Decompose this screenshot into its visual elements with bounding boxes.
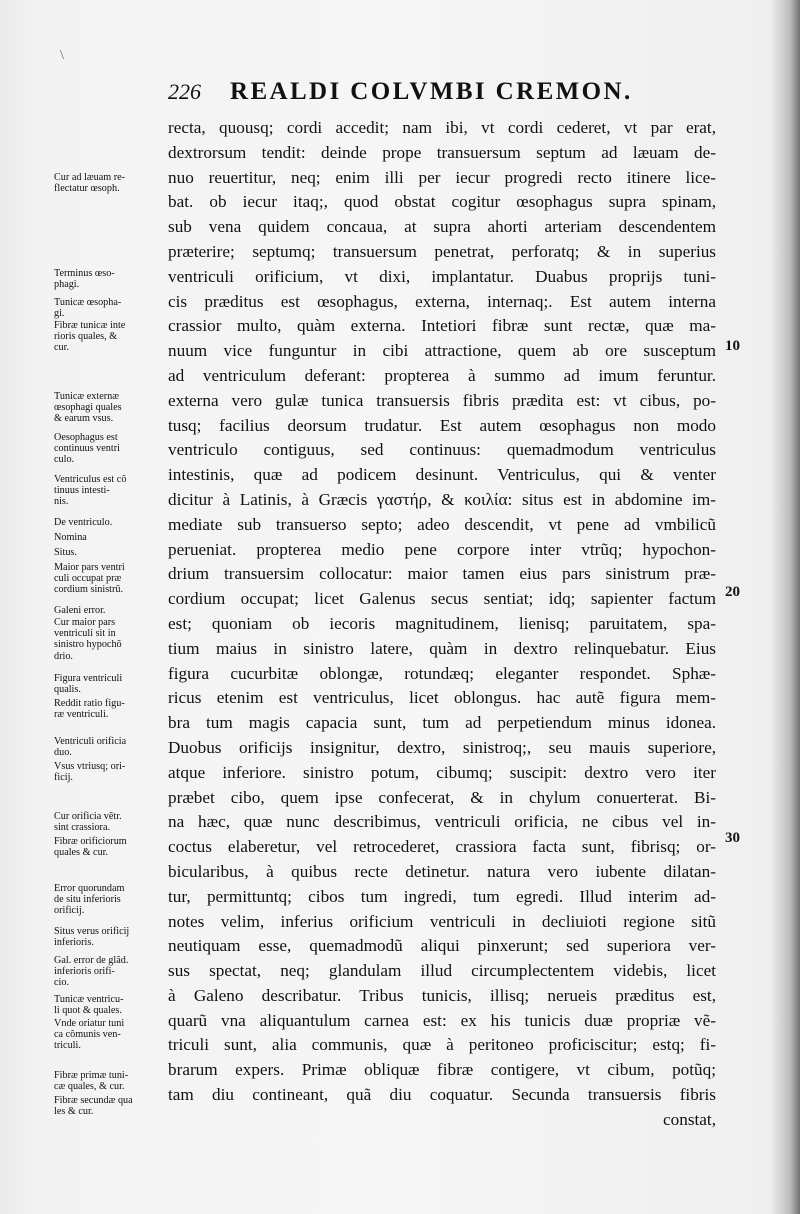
- margin-note-line: inferioris.: [54, 937, 94, 949]
- margin-note: [54, 562, 166, 596]
- margin-note-line: continuus ventri: [54, 443, 120, 455]
- margin-note-line: ræ ventriculi.: [54, 709, 109, 721]
- text-line: cis præditus est œsophagus, externa, internaq;. Est autem interna: [168, 291, 716, 311]
- text-line: perueniat. propterea medio pene corpore inter vtrũq; hypochon-: [168, 539, 716, 559]
- margin-note-line: flectatur œsoph.: [54, 183, 120, 195]
- text-line: coctus elaberetur, vel retrocederet, crassiora facta sunt, fibrisq; or-: [168, 837, 716, 857]
- margin-note: [54, 517, 166, 528]
- margin-note-line: rioris quales, &: [54, 331, 118, 343]
- margin-note-line: les & cur.: [54, 1106, 94, 1118]
- text-line: drium transuersim collocatur: maior tamen eius pars sinistrum præ-: [168, 564, 716, 584]
- running-head: REALDI COLVMBI CREMON.: [230, 78, 633, 105]
- margin-note-line: Tunicæ externæ: [54, 391, 119, 402]
- margin-note-line: Ventriculus est cõ: [54, 474, 127, 485]
- margin-note: [54, 836, 166, 858]
- margin-note: [54, 1070, 166, 1092]
- margin-note-line: Tunicæ œsopha-: [54, 297, 122, 308]
- margin-note: [54, 172, 166, 194]
- text-line: ventriculi orificium, vt dixi, implantatur. Duabus proprijs tuni-: [168, 266, 716, 286]
- margin-note-line: Terminus œso-: [54, 268, 115, 279]
- margin-note-line: culi occupat præ: [54, 573, 122, 585]
- text-line: na hæc, quæ nunc describimus, ventriculi orificia, ne cibus vel in-: [168, 812, 716, 832]
- margin-note-line: cur.: [54, 342, 69, 354]
- text-line: nuo reuertitur, neq; enim illi per iecur progredi recto itinere lice-: [168, 167, 716, 187]
- margin-note-line: Error quorundam: [54, 883, 125, 894]
- margin-note-line: Cur maior pars: [54, 617, 116, 628]
- margin-note: [54, 432, 166, 466]
- text-line: bicularibus, à quibus recte detinetur. natura vero iubente dilatan-: [168, 861, 716, 881]
- text-line: præbet cibo, quem ipse confecerat, & in chylum conuerterat. Bi-: [168, 787, 716, 807]
- margin-note-line: Gal. error de glãd.: [54, 955, 129, 966]
- margin-note-line: Galeni error.: [54, 605, 106, 616]
- margin-note: [54, 736, 166, 758]
- text-line: externa vero gulæ tunica transuersis fibris prædita est: vt cibus, po-: [168, 390, 716, 410]
- text-line: crassior multo, quàm externa. Intetiori fibræ sunt rectæ, quæ ma-: [168, 316, 716, 336]
- line-number: 20: [725, 584, 740, 600]
- main-text-block: [168, 116, 716, 1133]
- margin-note: [54, 1018, 166, 1052]
- text-line: intestinis, quæ ad podicem desinunt. Ventriculus, qui & venter: [168, 465, 716, 485]
- text-line: notes velim, inferius orificium ventriculi in decliuioti regione sitũ: [168, 911, 716, 931]
- margin-note-line: Cur ad læuam re-: [54, 172, 126, 183]
- margin-note-line: Vsus vtriusq; ori-: [54, 761, 126, 772]
- text-line: nuum vice funguntur in cibi attractione, quem ab ore susceptum: [168, 341, 716, 361]
- margin-note-line: Vnde oriatur tuni: [54, 1018, 125, 1029]
- margin-note-line: ficij.: [54, 772, 73, 784]
- margin-note: [54, 955, 166, 989]
- margin-note: [54, 474, 166, 508]
- text-line: mediate sub transuerso septo; adeo descendit, vt pene ad vmbilicũ: [168, 514, 716, 534]
- margin-note-line: De ventriculo.: [54, 517, 113, 528]
- margin-note: [54, 605, 166, 616]
- page-number: 226: [168, 79, 201, 104]
- text-line: est; quoniam ob iecoris magnitudinem, lienisq; paruitatem, spa-: [168, 613, 716, 633]
- margin-note-line: phagi.: [54, 279, 80, 291]
- margin-note: [54, 698, 166, 720]
- margin-note-line: culo.: [54, 454, 75, 466]
- margin-note: [54, 297, 166, 319]
- margin-note-line: Fibræ orificiorum: [54, 836, 127, 847]
- margin-note-line: ca cõmunis ven-: [54, 1029, 121, 1041]
- margin-note: [54, 617, 166, 662]
- margin-note-line: Fibræ secundæ qua: [54, 1095, 133, 1106]
- text-line: tium maius in sinistro latere, quàm in dextro relinquebatur. Eius: [168, 638, 716, 658]
- line-number: 10: [725, 338, 740, 354]
- margin-note-line: Maior pars ventri: [54, 562, 125, 573]
- text-line: quarũ vna aliquantulum carnea est: ex his tunicis duæ propriæ vẽ-: [168, 1010, 716, 1030]
- margin-note-line: Nomina: [54, 532, 87, 543]
- margin-note-line: gi.: [54, 308, 65, 320]
- text-line: atque inferiore. sinistro potum, cibumq; suscipit: dextro vero iter: [168, 762, 716, 782]
- margin-note: [54, 926, 166, 948]
- margin-note-line: Situs verus orificij: [54, 926, 130, 937]
- margin-note: [54, 391, 166, 425]
- text-line: figura cucurbitæ oblongæ, rotundæq; eleganter respondet. Sphæ-: [168, 663, 716, 683]
- text-line: neutiquam esse, quemadmodũ aliqui pinxerunt; sed superiora ver-: [168, 936, 716, 956]
- margin-note-line: cordium sinistrũ.: [54, 584, 124, 596]
- margin-note: [54, 761, 166, 783]
- page-header: [168, 78, 633, 110]
- margin-note-line: qualis.: [54, 684, 81, 696]
- text-line: tur, permittuntq; cibos tum ingredi, tum egredi. Illud interim ad-: [168, 886, 716, 906]
- margin-note-line: orificij.: [54, 905, 85, 917]
- text-line: ricus etenim est ventriculus, licet oblongus. hac autẽ figura mem-: [168, 688, 716, 708]
- margin-note-line: inferioris orifi-: [54, 966, 115, 978]
- text-line: tam diu contineant, quã diu coquatur. Secunda transuersis fibris: [168, 1085, 716, 1105]
- text-line: sus spectat, neq; glandulam illud circumplectentem videbis, licet: [168, 961, 716, 981]
- margin-note-line: Fibræ tunicæ inte: [54, 320, 126, 331]
- margin-note: [54, 320, 166, 354]
- margin-note-line: Tunicæ ventricu-: [54, 994, 124, 1005]
- text-line: dextrorsum tendit: deinde prope transuersum septum ad læuam de-: [168, 142, 716, 162]
- margin-note-line: quales & cur.: [54, 847, 109, 859]
- margin-note: [54, 994, 166, 1016]
- margin-note-line: Situs.: [54, 547, 77, 558]
- margin-note: [54, 547, 166, 558]
- margin-note-line: triculi.: [54, 1040, 81, 1052]
- margin-note-line: duo.: [54, 747, 72, 759]
- margin-note-line: cio.: [54, 977, 69, 989]
- margin-note-line: œsophagi quales: [54, 402, 122, 414]
- text-line: dicitur à Latinis, à Græcis γαστήρ, & κοιλία: situs est in abdomine im-: [168, 489, 716, 509]
- text-line: tusq; facilius deorsum trudatur. Est autem œsophagus non modo: [168, 415, 716, 435]
- margin-note-line: Reddit ratio figu-: [54, 698, 125, 709]
- margin-note-line: Fibræ primæ tuni-: [54, 1070, 129, 1081]
- text-line: ventriculo contiguus, sed continuus: quemadmodum ventriculus: [168, 440, 716, 460]
- text-line: ad ventriculum deferant: propterea à summo ad imum feruntur.: [168, 365, 716, 385]
- margin-note-line: Oesophagus est: [54, 432, 118, 443]
- text-line: triculi sunt, alia communis, quæ à peritoneo proficiscitur; estq; fi-: [168, 1035, 716, 1055]
- margin-note-line: tinuus intesti-: [54, 485, 110, 497]
- margin-note-line: sint crassiora.: [54, 822, 111, 834]
- margin-note-line: li quot & quales.: [54, 1005, 122, 1017]
- text-line: bra tum magis capacia sunt, tum ad perpetiendum minus idonea.: [168, 713, 716, 733]
- margin-note: [54, 532, 166, 543]
- margin-note-line: Ventriculi orificia: [54, 736, 127, 747]
- line-number: 30: [725, 830, 740, 846]
- margin-note-line: nis.: [54, 496, 69, 508]
- text-line: sub vena quidem concaua, at supra ahorti arteriam descendentem: [168, 217, 716, 237]
- text-line: à Galeno describatur. Tribus tunicis, illisq; nerueis præditus est,: [168, 985, 716, 1005]
- text-line: præterire; septumq; transuersum penetrat, perforatq; & in superius: [168, 241, 716, 261]
- margin-note: [54, 1095, 166, 1117]
- text-line: bat. ob iecur itaq;, quod obstat cogitur œsophagus supra spinam,: [168, 192, 716, 212]
- margin-note: [54, 268, 166, 290]
- margin-note-line: cæ quales, & cur.: [54, 1081, 125, 1093]
- text-line: constat,: [663, 1109, 716, 1129]
- edge-mark: \: [60, 48, 64, 63]
- margin-note-line: drio.: [54, 650, 73, 662]
- text-line: cordium occupat; licet Galenus secus sentiat; idq; sapienter factum: [168, 589, 716, 609]
- margin-note-line: Cur orificia vẽtr.: [54, 811, 122, 822]
- text-line: Duobus orificijs insignitur, dextro, sinistroq;, seu mauis superiore,: [168, 737, 716, 757]
- margin-note-line: Figura ventriculi: [54, 673, 123, 684]
- text-line: recta, quousq; cordi accedit; nam ibi, vt cordi cederet, vt par erat,: [168, 118, 716, 137]
- margin-note-line: sinistro hypochõ: [54, 639, 122, 651]
- margin-note-line: de situ inferioris: [54, 894, 121, 906]
- text-line: brarum expers. Primæ obliquæ fibræ contigere, vt cibum, potũq;: [168, 1060, 716, 1080]
- margin-note-line: ventriculi sit in: [54, 628, 116, 640]
- margin-note: [54, 883, 166, 917]
- margin-note: [54, 811, 166, 833]
- margin-note-line: & earum vsus.: [54, 413, 114, 425]
- margin-note: [54, 673, 166, 695]
